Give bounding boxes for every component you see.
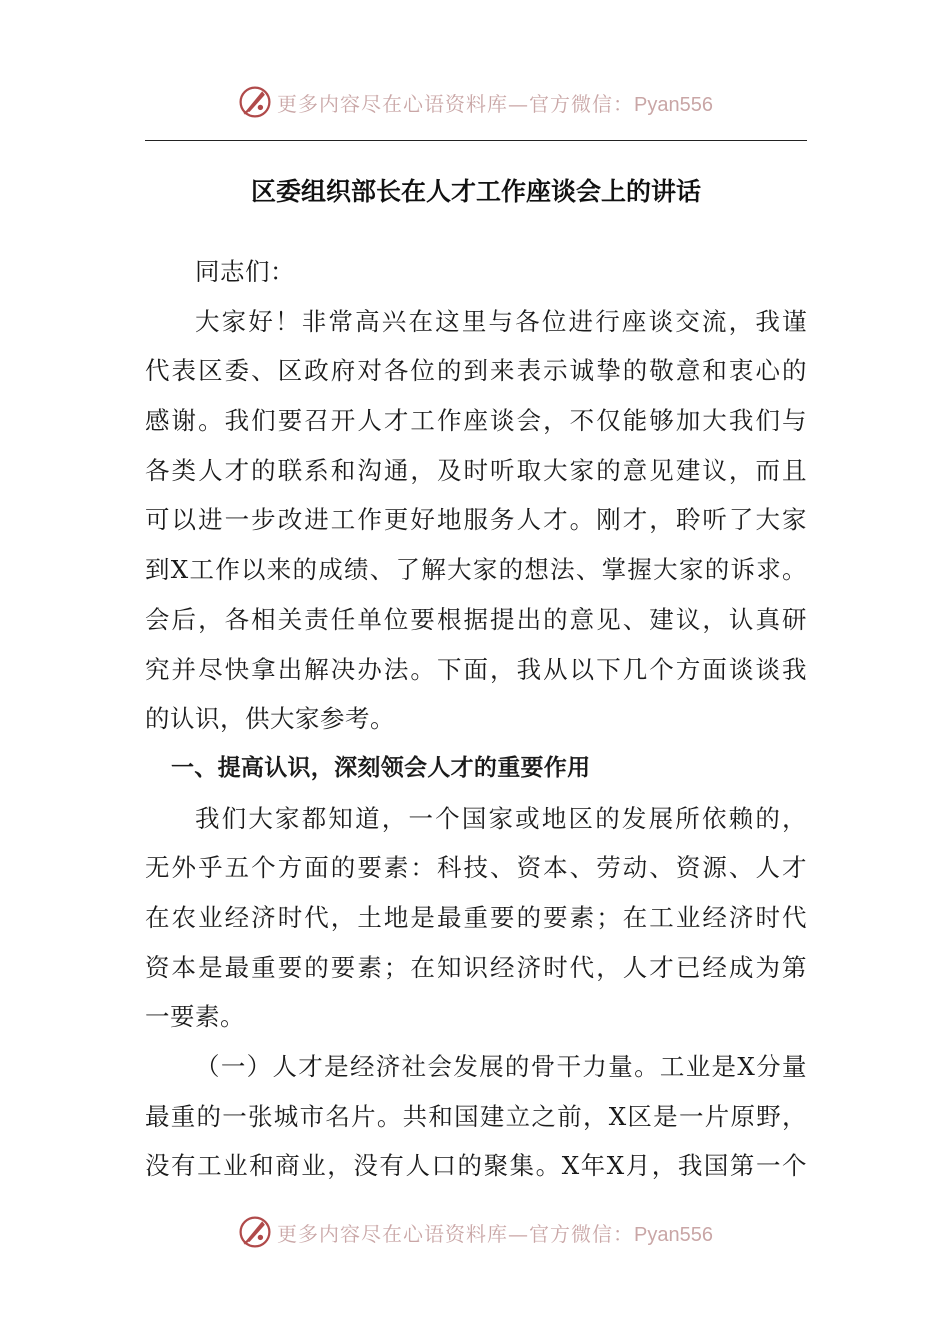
paragraph-line: 在农业经济时代，土地是最重要的要素；在工业经济时代: [145, 902, 807, 932]
document-title: 区委组织部长在人才工作座谈会上的讲话: [250, 177, 701, 206]
paragraph-line: 到X工作以来的成绩、了解大家的想法、掌握大家的诉求。: [145, 555, 807, 585]
paragraph-line: 大家好！非常高兴在这里与各位进行座谈交流，我谨: [195, 306, 807, 336]
header-watermark-banner: [0, 80, 950, 124]
paragraph-line: 资本是最重要的要素；在知识经济时代，人才已经成为第: [145, 952, 807, 982]
paragraph-line: 代表区委、区政府对各位的到来表示诚挚的敬意和衷心的: [145, 356, 807, 386]
paragraph-line: 没有工业和商业，没有人口的聚集。X年X月，我国第一个: [145, 1151, 807, 1181]
paragraph-line: 会后，各相关责任单位要根据提出的意见、建议，认真研: [145, 604, 807, 634]
paragraph-line: 一要素。: [145, 1002, 245, 1032]
header-divider: [145, 140, 807, 141]
paragraph-line: 感谢。我们要召开人才工作座谈会，不仅能够加大我们与: [145, 406, 807, 436]
salutation: 同志们：: [195, 257, 295, 286]
banner-slogan: 更多内容尽在心语资料库—官方微信：: [277, 91, 635, 116]
quill-logo-icon: [237, 1214, 273, 1250]
banner-wechat-handle: Pyan556: [634, 1223, 713, 1246]
quill-logo-icon: [237, 84, 273, 120]
paragraph-line: 我们大家都知道，一个国家或地区的发展所依赖的，: [195, 803, 807, 833]
banner-wechat-handle: Pyan556: [634, 93, 713, 116]
paragraph-line: 各类人才的联系和沟通，及时听取大家的意见建议，而且: [145, 455, 807, 485]
paragraph-line: 可以进一步改进工作更好地服务人才。刚才，聆听了大家: [145, 505, 807, 535]
paragraph-line: 最重的一张城市名片。共和国建立之前，X区是一片原野，: [145, 1101, 807, 1131]
paragraph-line: 的认识，供大家参考。: [145, 704, 395, 734]
document-body: [145, 247, 807, 1191]
paragraph-line: 无外乎五个方面的要素：科技、资本、劳动、资源、人才: [145, 853, 807, 883]
banner-text: [277, 88, 713, 117]
subsection-line: （一）人才是经济社会发展的骨干力量。工业是X分量: [195, 1052, 807, 1081]
section-heading-1: 一、提高认识，深刻领会人才的重要作用: [171, 754, 591, 781]
banner-slogan: 更多内容尽在心语资料库—官方微信：: [277, 1221, 635, 1246]
paragraph-line: 究并尽快拿出解决办法。下面，我从以下几个方面谈谈我: [145, 654, 807, 684]
footer-watermark-banner: [0, 1210, 950, 1254]
banner-text: [277, 1218, 713, 1247]
